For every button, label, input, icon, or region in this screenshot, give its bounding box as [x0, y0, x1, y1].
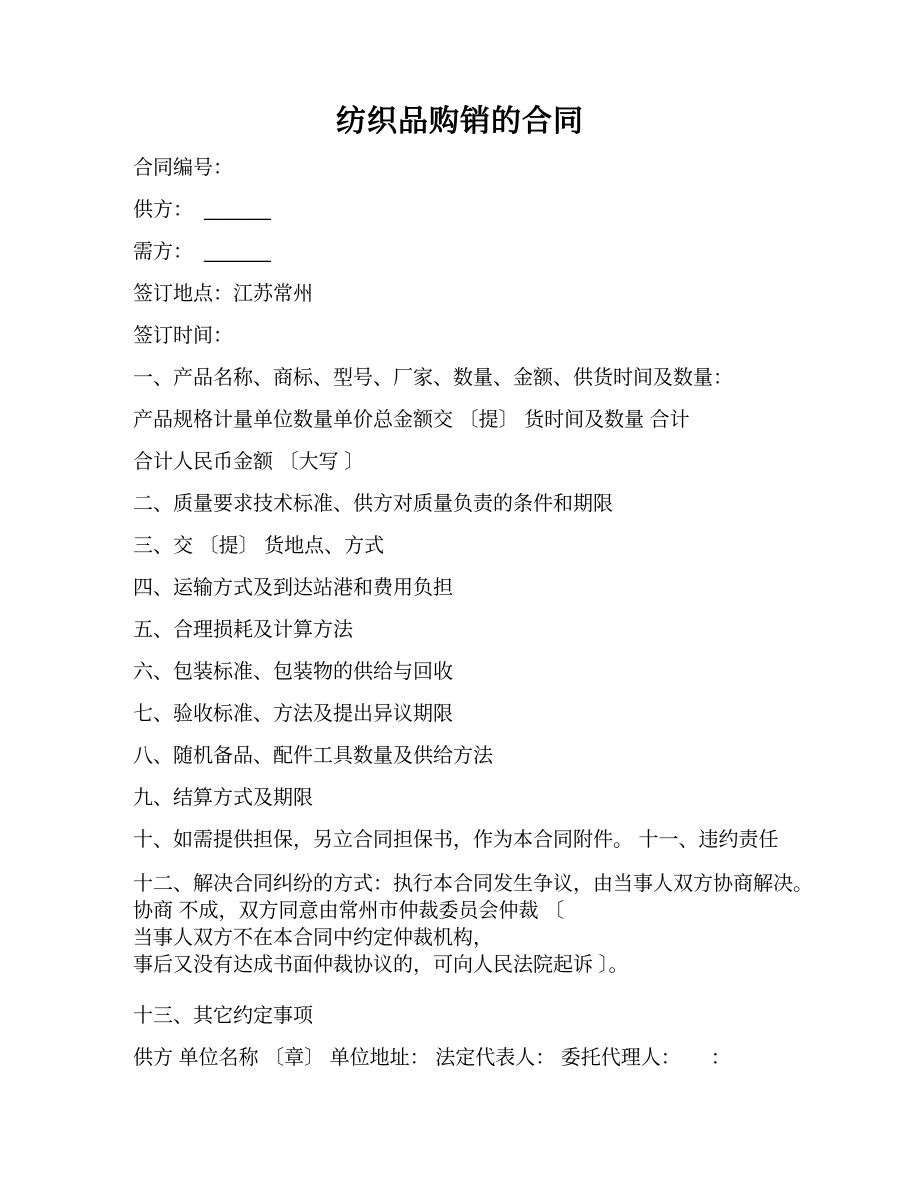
clause-9-line: 九、结算方式及期限	[133, 787, 313, 809]
clause-1-total-line: 合计人民币金额 〔大写 〕	[133, 451, 365, 473]
clause-3-line: 三、交 〔提〕 货地点、方式	[133, 535, 385, 557]
clause-7-line: 七、验收标准、方法及提出异议期限	[133, 703, 453, 725]
clause-12-line-1: 十二、解决合同纠纷的方式：执行本合同发生争议，由当事人双方协商解决。	[133, 873, 813, 895]
buyer-line: 需方： ______	[133, 241, 271, 263]
document-title: 纺织品购销的合同	[336, 105, 584, 138]
clause-1-line: 一、产品名称、商标、型号、厂家、数量、金额、供货时间及数量：	[133, 367, 733, 389]
clause-12-line-2: 协商 不成，双方同意由常州市仲裁委员会仲裁 〔	[133, 900, 565, 922]
clause-5-line: 五、合理损耗及计算方法	[133, 619, 353, 641]
document-body	[133, 157, 830, 1069]
clause-10-11-line: 十、如需提供担保，另立合同担保书，作为本合同附件。 十一、违约责任	[133, 829, 779, 851]
clause-6-line: 六、包装标准、包装物的供给与回收	[133, 661, 453, 683]
signing-time-line: 签订时间：	[133, 325, 233, 347]
signature-line: 供方 单位名称 〔章〕 单位地址： 法定代表人： 委托代理人： ：	[133, 1047, 731, 1069]
clause-8-line: 八、随机备品、配件工具数量及供给方法	[133, 745, 493, 767]
signing-place-line: 签订地点：江苏常州	[133, 283, 313, 305]
contract-number-line: 合同编号：	[133, 157, 233, 179]
clause-12-paragraph	[133, 871, 830, 979]
clause-12-line-3: 当事人双方不在本合同中约定仲裁机构，	[133, 927, 493, 949]
clause-13-line: 十三、其它约定事项	[133, 1005, 313, 1027]
clause-1-spec-line: 产品规格计量单位数量单价总金额交 〔提〕 货时间及数量 合计	[133, 409, 690, 431]
clause-2-line: 二、质量要求技术标准、供方对质量负责的条件和期限	[133, 493, 613, 515]
supplier-line: 供方： ______	[133, 199, 271, 221]
clause-4-line: 四、运输方式及到达站港和费用负担	[133, 577, 453, 599]
clause-12-line-4: 事后又没有达成书面仲裁协议的，可向人民法院起诉 〕。	[133, 954, 629, 976]
